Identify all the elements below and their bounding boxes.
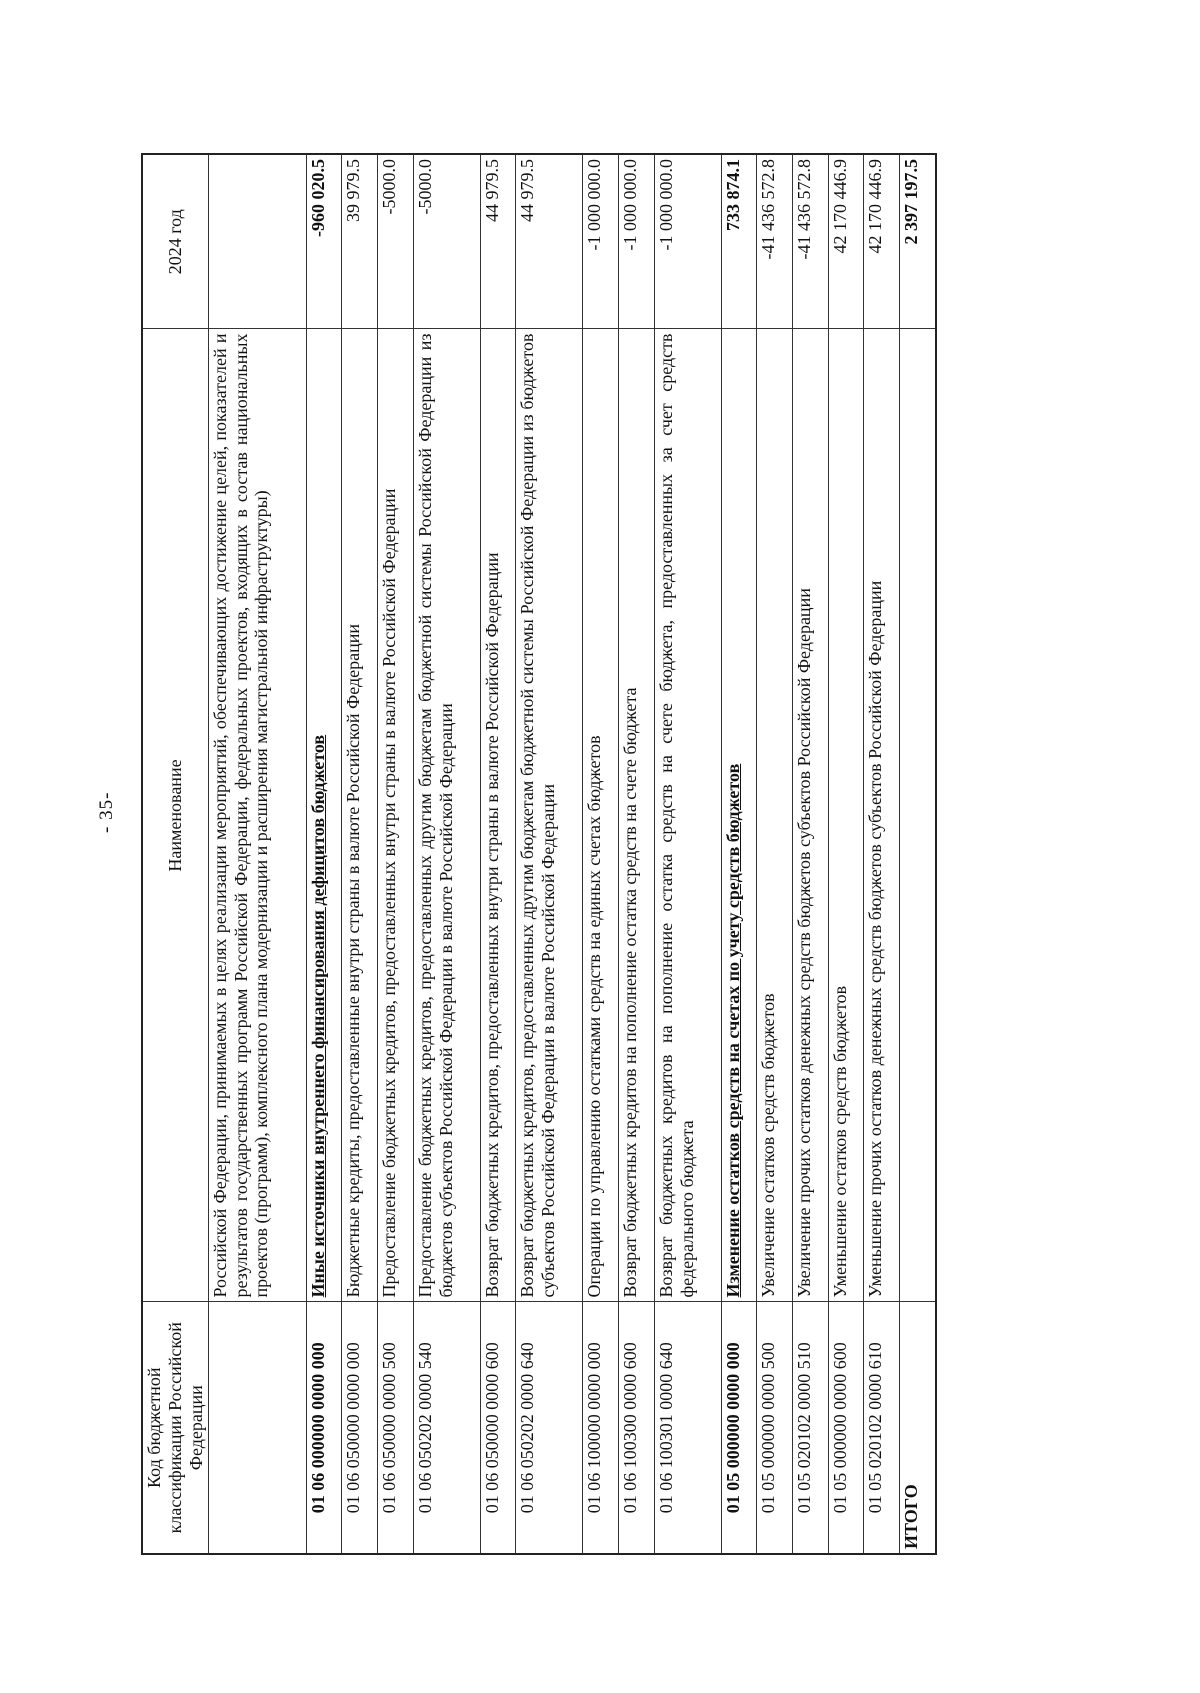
- row-code: 01 06 000000 0000 000: [306, 1302, 342, 1554]
- table-row: [899, 154, 936, 1554]
- table-body: [208, 154, 936, 1554]
- row-name-text: Увеличение прочих остатков денежных средств бюджетов субъектов Российской Федерации: [793, 588, 814, 1298]
- row-name-text: Возврат бюджетных кредитов, предоставленных другим бюджетам бюджетной системы Российской Федерации из бюджетов субъектов Российской Федерации в валюте Российской Федерации: [517, 333, 559, 1298]
- row-name-text: Увеличение остатков средств бюджетов: [758, 993, 779, 1298]
- row-value: [208, 154, 306, 329]
- row-code: 01 06 100000 0000 000: [583, 1302, 619, 1554]
- row-name-text: Операции по управлению остатками средств на единых счетах бюджетов: [584, 735, 605, 1298]
- table-row: [342, 154, 378, 1554]
- row-code: 01 05 020102 0000 610: [864, 1302, 900, 1554]
- table-row: [757, 154, 793, 1554]
- row-name: [583, 329, 619, 1302]
- row-value: -41 436 572.8: [792, 154, 828, 329]
- row-name: [378, 329, 414, 1302]
- table-row: [516, 154, 583, 1554]
- row-code: ИТОГО: [899, 1302, 936, 1554]
- table-row: [306, 154, 342, 1554]
- row-value: -5000.0: [413, 154, 480, 329]
- row-code: [208, 1302, 306, 1554]
- row-value: 44 979.5: [480, 154, 516, 329]
- row-code: 01 05 000000 0000 600: [828, 1302, 864, 1554]
- row-value: 42 170 446.9: [864, 154, 900, 329]
- row-code: 01 06 050202 0000 640: [516, 1302, 583, 1554]
- row-code: 01 06 050202 0000 540: [413, 1302, 480, 1554]
- row-name: [413, 329, 480, 1302]
- row-name: [757, 329, 793, 1302]
- table-header-row: [142, 154, 208, 1554]
- row-value: 39 979.5: [342, 154, 378, 329]
- row-name-text: Возврат бюджетных кредитов на пополнение остатка средств на счете бюджета, предоставленных за счет средств федерального бюджета: [655, 333, 697, 1298]
- row-code: 01 06 050000 0000 000: [342, 1302, 378, 1554]
- row-value: -1 000 000.0: [654, 154, 721, 329]
- row-name-text: Уменьшение остатков средств бюджетов: [829, 985, 850, 1298]
- row-value: 2 397 197.5: [899, 154, 936, 329]
- table-row: [378, 154, 414, 1554]
- row-name: [208, 329, 306, 1302]
- row-value: -5000.0: [378, 154, 414, 329]
- row-value: -41 436 572.8: [757, 154, 793, 329]
- row-name: [342, 329, 378, 1302]
- row-name: [864, 329, 900, 1302]
- row-name-text: Российской Федерации, принимаемых в целях реализации мероприятий, обеспечивающих достижение целей, показателей и результатов государственных программ Российской Федерации, федеральных проектов, входящих в состав национальных проектов (программ), комплексного плана модернизации и расширения магистральной инфраструктуры): [209, 333, 272, 1298]
- row-name-text: Предоставление бюджетных кредитов, предоставленных внутри страны в валюте Российской Федерации: [379, 488, 400, 1298]
- row-name-text: Предоставление бюджетных кредитов, предоставленных другим бюджетам бюджетной системы Российской Федерации из бюджетов субъектов Российской Федерации в валюте Российской Федерации: [414, 333, 456, 1298]
- row-value: -1 000 000.0: [618, 154, 654, 329]
- row-name-text: Бюджетные кредиты, предоставленные внутри страны в валюте Российской Федерации: [343, 624, 364, 1298]
- row-code: 01 06 100300 0000 600: [618, 1302, 654, 1554]
- row-code: 01 06 050000 0000 600: [480, 1302, 516, 1554]
- row-name: [480, 329, 516, 1302]
- row-name-text: Уменьшение прочих остатков денежных средств бюджетов субъектов Российской Федерации: [865, 580, 886, 1298]
- sources-financing-table: [141, 153, 937, 1555]
- row-code: 01 06 100301 0000 640: [654, 1302, 721, 1554]
- row-value: -1 000 000.0: [583, 154, 619, 329]
- row-name: [828, 329, 864, 1302]
- row-name: [306, 329, 342, 1302]
- table-row: [413, 154, 480, 1554]
- row-code: 01 06 050000 0000 500: [378, 1302, 414, 1554]
- row-name: [654, 329, 721, 1302]
- row-name: [618, 329, 654, 1302]
- row-value: -960 020.5: [306, 154, 342, 329]
- row-value: 733 874.1: [721, 154, 757, 329]
- header-year: 2024 год: [142, 154, 208, 329]
- header-code: Код бюджетной классификации Российской Федерации: [142, 1302, 208, 1554]
- table-row: [828, 154, 864, 1554]
- table-row: [618, 154, 654, 1554]
- table-row: [583, 154, 619, 1554]
- row-value: 44 979.5: [516, 154, 583, 329]
- table-row: [792, 154, 828, 1554]
- table-row: [480, 154, 516, 1554]
- row-name: [899, 329, 936, 1302]
- row-name-text: Возврат бюджетных кредитов, предоставленных внутри страны в валюте Российской Федерации: [481, 552, 502, 1298]
- header-name: Наименование: [142, 329, 208, 1302]
- row-code: 01 05 020102 0000 510: [792, 1302, 828, 1554]
- table-row: [721, 154, 757, 1554]
- table-row: [654, 154, 721, 1554]
- row-value: 42 170 446.9: [828, 154, 864, 329]
- row-name: [516, 329, 583, 1302]
- row-code: 01 05 000000 0000 000: [721, 1302, 757, 1554]
- table-row: [208, 154, 306, 1554]
- table-row: [864, 154, 900, 1554]
- row-code: 01 05 000000 0000 500: [757, 1302, 793, 1554]
- row-name-text: Возврат бюджетных кредитов на пополнение остатка средств на счете бюджета: [619, 687, 640, 1298]
- row-name: [721, 329, 757, 1302]
- row-name-text: Иные источники внутреннего финансирования дефицитов бюджетов: [307, 734, 328, 1298]
- page-number: - 35-: [96, 791, 117, 833]
- row-name-text: Изменение остатков средств на счетах по учету средств бюджетов: [722, 763, 743, 1298]
- rotated-table-container: [141, 155, 937, 1555]
- row-name: [792, 329, 828, 1302]
